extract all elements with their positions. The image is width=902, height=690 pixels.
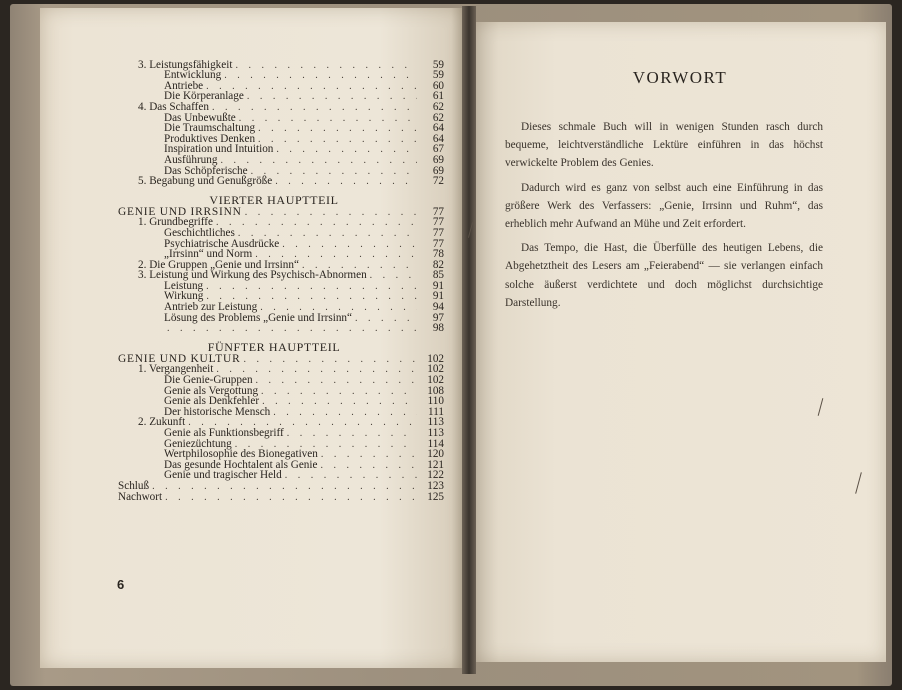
toc-entry-label: Produktives Denken [164, 132, 256, 145]
toc-leader [320, 460, 417, 471]
toc-entry-label: Leistung [164, 279, 204, 292]
part-heading-5: FÜNFTER HAUPTTEIL [207, 340, 341, 355]
toc-leader [251, 166, 417, 177]
toc-page-number: 62 [432, 111, 444, 124]
toc-leader [273, 407, 417, 418]
toc-entry [118, 471, 444, 482]
toc-entry-label: Ausführung [164, 153, 218, 166]
toc-entry-label: Lösung des Problems „Genie und Irrsinn“ [164, 311, 352, 324]
toc-closing-entries [118, 481, 444, 502]
toc-entry-label: Inspiration und Intuition [164, 143, 274, 156]
toc-leader [258, 134, 417, 145]
toc-page-number: 122 [427, 469, 444, 482]
toc-entry-label: Die Traumschaltung [164, 122, 256, 135]
toc-leader [220, 155, 417, 166]
toc-page-number: 64 [432, 122, 444, 135]
toc-entry-label: „Irrsinn“ und Norm [164, 248, 253, 261]
toc-page-number: 69 [432, 153, 444, 166]
toc-entry-label: Psychiatrische Ausdrücke [164, 237, 280, 250]
toc-leader [258, 123, 417, 134]
toc-page-number: 121 [427, 458, 444, 471]
toc-entry-label: 2. Zukunft [138, 416, 186, 429]
toc-page-number: 77 [432, 205, 444, 218]
toc-leader [165, 492, 417, 503]
toc-leader [245, 207, 417, 218]
toc-leader [287, 428, 417, 439]
toc-page-number: 102 [427, 374, 444, 387]
toc-page-number: 102 [427, 352, 444, 365]
toc-leader [261, 386, 417, 397]
toc-page-number: 120 [427, 448, 444, 461]
toc-leader [216, 217, 417, 228]
toc-page-number: 91 [432, 279, 444, 292]
toc-part4-entries [118, 218, 444, 335]
toc-page-number: 123 [427, 479, 444, 492]
toc-section-label: GENIE UND IRRSINN [118, 205, 242, 218]
toc-leader [262, 396, 417, 407]
preface-paragraph-1: Dieses schmale Buch will in wenigen Stunden rasch durch bequeme, leichtverständliche Lektüre einführen in das höchst verwickelte Problem des Genies. [505, 121, 823, 170]
toc-entry [118, 313, 444, 324]
toc-page-number: 62 [432, 100, 444, 113]
toc-leader [247, 91, 417, 102]
toc-page-number: 77 [432, 237, 444, 250]
toc-entry-label: Nachwort [118, 490, 163, 503]
toc-entry [118, 492, 444, 503]
preface-paragraph-3: Das Tempo, die Hast, die Überfülle des heutigen Lebens, die Abgehetztheit des Lesers am „Feierabend“ — sie verlangen einfach solche äußerst verdichtete und doch möglichst durchsichtige Darstellung. [505, 242, 823, 309]
toc-entry-label: Antriebe [164, 79, 204, 92]
toc-entry [118, 324, 444, 335]
toc-page-number: 97 [432, 311, 444, 324]
toc-leader [285, 470, 417, 481]
toc-page-number: 125 [427, 490, 444, 503]
toc-entry-label: Der historische Mensch [164, 405, 271, 418]
toc-leader [235, 60, 417, 71]
toc-page-number: 82 [432, 258, 444, 271]
preface-paragraph-2: Dadurch wird es ganz von selbst auch eine Einführung in das größere Werk des Verfassers: „Genie, Irrsinn und Ruhm“, das erheblich mehr Aufwand an Mühe und Zeit erfordert. [505, 181, 823, 231]
toc-leader [370, 270, 417, 281]
page-number: 6 [117, 577, 125, 592]
toc-leader [243, 354, 417, 365]
toc-leader [167, 323, 417, 334]
toc-leader [321, 449, 417, 460]
toc-page-number: 60 [432, 79, 444, 92]
toc-leader [275, 176, 417, 187]
toc-entry-label: Genie als Vergottung [164, 384, 259, 397]
toc-page-number: 67 [432, 143, 444, 156]
toc-entry-label: 1. Grundbegriffe [138, 216, 213, 229]
toc-part5-entries [118, 365, 444, 482]
toc-entry-label: Die Genie-Gruppen [164, 374, 253, 387]
toc-entry-label: Antrieb zur Leistung [164, 301, 258, 314]
toc-entry-label: Wirkung [164, 290, 204, 303]
toc-leader [206, 281, 417, 292]
toc-part3-tail [118, 60, 444, 187]
toc-entry-label: 1. Vergangenheit [138, 363, 214, 376]
toc-page-number: 113 [427, 427, 444, 439]
toc-page-number: 64 [432, 132, 444, 145]
toc-page-number: 77 [432, 216, 444, 229]
toc-entry-label: Entwicklung [164, 69, 222, 82]
toc-leader [276, 144, 417, 155]
toc-page-number: 69 [432, 164, 444, 177]
toc-page-number: 59 [432, 58, 444, 71]
toc-page-number: 108 [427, 384, 444, 397]
toc-leader [224, 70, 417, 81]
toc-entry-label: 2. Die Gruppen „Genie und Irrsinn“ [138, 258, 299, 271]
toc-leader [355, 313, 417, 324]
toc-section-label: GENIE UND KULTUR [118, 352, 241, 365]
toc-entry-label: Genie als Funktionsbegriff [164, 427, 284, 439]
toc-entry-label: 4. Das Schaffen [138, 100, 209, 113]
book-gutter [462, 6, 476, 674]
toc-entry-label: Genie und tragischer Held [164, 469, 282, 482]
toc-page-number: 91 [432, 290, 444, 303]
toc-page-number: 59 [432, 69, 444, 82]
toc-page-number: 113 [427, 416, 444, 429]
toc-leader [212, 102, 417, 113]
toc-page-number: 61 [432, 90, 444, 103]
toc-entry-label: 5. Begabung und Genußgröße [138, 175, 273, 188]
toc-page-number: 102 [427, 363, 444, 376]
toc-entry-label: 3. Leistung und Wirkung des Psychisch-Abnormen [138, 269, 367, 282]
toc-entry-label: Die Körperanlage [164, 90, 244, 103]
toc-leader [152, 481, 417, 492]
toc-entry-label: 3. Leistungsfähigkeit [138, 58, 233, 71]
toc-entry-label: Geschichtliches [164, 226, 235, 239]
toc-entry [118, 177, 444, 188]
toc-entry-label: Genie als Denkfehler [164, 395, 260, 408]
toc-entry [118, 481, 444, 492]
toc-leader [256, 375, 417, 386]
preface-title: VORWORT [632, 68, 728, 87]
toc-page-number: 78 [432, 248, 444, 261]
toc-page-number: 77 [432, 226, 444, 239]
toc-leader [239, 113, 417, 124]
toc-entry-label: Das Unbewußte [164, 111, 236, 124]
toc-page-number: 94 [432, 301, 444, 314]
toc-entry-label: Schluß [118, 479, 150, 492]
toc-page-number: 111 [428, 405, 444, 418]
preface-body [505, 118, 823, 318]
part-heading-4: VIERTER HAUPTTEIL [209, 193, 339, 208]
toc-entry-label: Wertphilosophie des Bionegativen [164, 448, 318, 461]
toc-entry-label: Das Schöpferische [164, 164, 248, 177]
toc-page-number: 85 [432, 269, 444, 282]
table-of-contents [118, 60, 444, 503]
toc-page-number: 110 [427, 395, 444, 408]
toc-page-number: 72 [432, 175, 444, 188]
toc-entry-label: Das gesunde Hochtalent als Genie [164, 458, 318, 471]
toc-entry-label: Geniezüchtung [164, 437, 232, 450]
toc-page-number: 114 [427, 437, 444, 450]
toc-leader [282, 239, 417, 250]
toc-page-number: 98 [432, 322, 444, 335]
